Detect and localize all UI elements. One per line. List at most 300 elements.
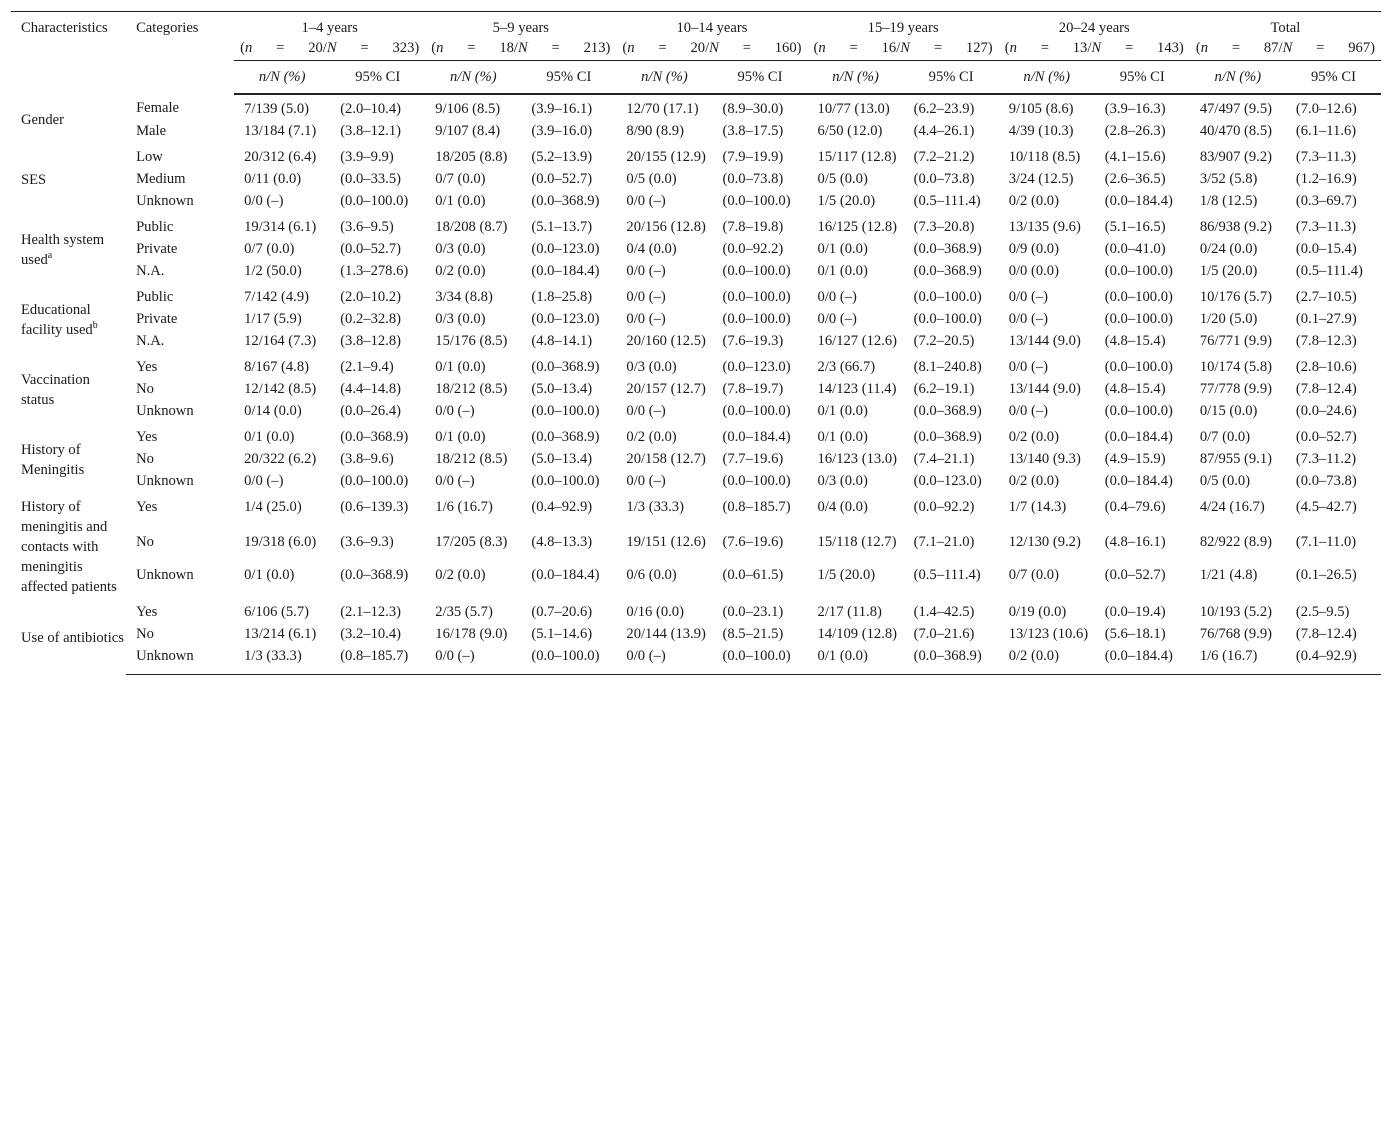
- cell-count-percent: 1/21 (4.8): [1199, 566, 1258, 583]
- cell-count-percent: 0/0 (–): [244, 473, 284, 489]
- cell-count-percent: 0/2 (0.0): [999, 645, 1095, 675]
- cell-count-percent: 0/5 (0.0): [817, 171, 868, 187]
- cell-count-percent: 0/1 (0.0): [244, 566, 295, 583]
- cell-confidence-interval: (3.8–12.8): [340, 333, 401, 349]
- col-header-nN: [1190, 61, 1286, 95]
- cell-confidence-interval: (0.0–368.9): [913, 429, 982, 445]
- col-nN-label: n/N (%): [258, 69, 306, 85]
- cell-count-percent: 0/0 (–): [616, 645, 712, 675]
- group-n: 16: [881, 40, 897, 56]
- cell-confidence-interval: (7.3–11.3): [1295, 219, 1357, 235]
- cell-confidence-interval: (0.8–185.7): [722, 499, 791, 515]
- cell-count-percent: 0/1 (0.0): [435, 359, 486, 375]
- cell-count-percent: 10/174 (5.8): [1199, 359, 1272, 375]
- categories-header: Categories: [126, 12, 234, 95]
- cell-count-percent: 0/2 (0.0): [626, 429, 677, 445]
- cell-confidence-interval: (1.8–25.8): [531, 289, 593, 305]
- cell-confidence-interval: (7.2–20.5): [913, 333, 975, 349]
- cell-count-percent: 18/212 (8.5): [435, 381, 508, 397]
- category-label: Male: [136, 123, 167, 139]
- cell-confidence-interval: (0.1–26.5): [1295, 566, 1357, 583]
- cell-confidence-interval: (7.0–12.6): [1295, 101, 1357, 117]
- cell-count-percent: 3/34 (8.8): [435, 289, 493, 305]
- characteristic-name: Vaccination status: [21, 371, 90, 408]
- cell-count-percent: 1/7 (14.3): [1008, 499, 1067, 515]
- cell-count-percent: 2/3 (66.7): [817, 359, 876, 375]
- category-label: Yes: [136, 429, 158, 445]
- cell-confidence-interval: (0.0–100.0): [1104, 263, 1173, 279]
- cell-confidence-interval: (3.8–9.6): [340, 451, 394, 467]
- cell-count-percent: 1/6 (16.7): [435, 499, 493, 515]
- table-row: [11, 94, 1381, 120]
- category-label: Private: [136, 311, 178, 327]
- category-label: No: [136, 626, 154, 642]
- cell-count-percent: 0/15 (0.0): [1199, 403, 1258, 419]
- cell-count-percent: 1/3 (33.3): [234, 645, 330, 675]
- age-group-header: [616, 12, 807, 61]
- cell-confidence-interval: (0.0–184.4): [722, 429, 791, 445]
- cell-confidence-interval: (0.0–100.0): [1104, 311, 1173, 327]
- col-header-ci: 95% CI: [712, 61, 807, 95]
- category-label: Unknown: [136, 193, 194, 209]
- cell-count-percent: 76/771 (9.9): [1199, 333, 1272, 349]
- cell-confidence-interval: (0.0–100.0): [722, 289, 791, 305]
- age-group-title: 5–9 years: [492, 20, 549, 36]
- cell-confidence-interval: (0.0–123.0): [913, 473, 982, 489]
- cell-count-percent: 6/106 (5.7): [244, 604, 309, 620]
- cell-confidence-interval: (0.0–368.9): [913, 403, 982, 419]
- cell-confidence-interval: (6.2–19.1): [913, 381, 975, 397]
- cell-count-percent: 19/318 (6.0): [244, 533, 317, 550]
- cell-confidence-interval: (0.0–52.7): [531, 171, 593, 187]
- cell-confidence-interval: (7.3–11.3): [1295, 149, 1357, 165]
- characteristic-label: [11, 423, 126, 493]
- cell-count-percent: 7/139 (5.0): [244, 101, 309, 117]
- cell-confidence-interval: (0.0–100.0): [913, 311, 982, 327]
- cell-count-percent: 86/938 (9.2): [1199, 219, 1272, 235]
- col-header-ci: 95% CI: [521, 61, 616, 95]
- cell-confidence-interval: (5.0–13.4): [531, 381, 593, 397]
- cell-count-percent: 12/142 (8.5): [244, 381, 317, 397]
- cell-count-percent: 0/0 (–): [817, 289, 857, 305]
- cell-confidence-interval: (7.2–21.2): [913, 149, 975, 165]
- age-group-header: [999, 12, 1190, 61]
- cell-confidence-interval: (7.3–20.8): [913, 219, 975, 235]
- cell-count-percent: 19/314 (6.1): [244, 219, 317, 235]
- cell-confidence-interval: (0.0–100.0): [722, 473, 791, 489]
- table-row: [11, 168, 1381, 190]
- cell-confidence-interval: (0.4–92.9): [1286, 645, 1381, 675]
- cell-confidence-interval: (0.4–79.6): [1104, 499, 1166, 515]
- cell-count-percent: 0/6 (0.0): [626, 566, 677, 583]
- cell-count-percent: 10/77 (13.0): [817, 101, 890, 117]
- cell-confidence-interval: (0.0–52.7): [1104, 566, 1166, 583]
- col-header-nN: [999, 61, 1095, 95]
- characteristic-label: [11, 143, 126, 213]
- cell-confidence-interval: (0.3–69.7): [1295, 193, 1357, 209]
- cell-confidence-interval: (0.0–15.4): [1295, 241, 1357, 257]
- cell-count-percent: 1/2 (50.0): [244, 263, 302, 279]
- cell-count-percent: 0/4 (0.0): [626, 241, 677, 257]
- cell-count-percent: 0/24 (0.0): [1199, 241, 1258, 257]
- cell-count-percent: 1/5 (20.0): [817, 566, 876, 583]
- cell-confidence-interval: (0.0–100.0): [722, 403, 791, 419]
- cell-confidence-interval: (7.8–19.8): [722, 219, 784, 235]
- footnote-marker: b: [92, 319, 98, 331]
- cell-count-percent: 0/14 (0.0): [244, 403, 302, 419]
- cell-confidence-interval: (3.2–10.4): [340, 626, 401, 642]
- cell-count-percent: 40/470 (8.5): [1199, 123, 1272, 139]
- group-N: 213: [583, 40, 606, 56]
- group-N: 967: [1348, 40, 1371, 56]
- cell-count-percent: 19/151 (12.6): [626, 533, 706, 550]
- cell-count-percent: 13/135 (9.6): [1008, 219, 1081, 235]
- group-n: 13: [1072, 40, 1088, 56]
- cell-count-percent: 18/212 (8.5): [435, 451, 508, 467]
- cell-confidence-interval: (5.6–18.1): [1104, 626, 1166, 642]
- col-nN-label: n/N (%): [641, 69, 688, 85]
- cell-count-percent: 6/50 (12.0): [817, 123, 883, 139]
- category-label: Unknown: [136, 566, 194, 583]
- category-label: Female: [136, 100, 180, 116]
- cell-confidence-interval: (0.0–100.0): [722, 193, 791, 209]
- cell-confidence-interval: (0.0–184.4): [531, 566, 600, 583]
- cell-count-percent: 0/7 (0.0): [1199, 429, 1251, 445]
- cell-count-percent: 87/955 (9.1): [1199, 451, 1272, 467]
- age-group-title: 15–19 years: [867, 20, 939, 36]
- cell-confidence-interval: (0.0–73.8): [1295, 473, 1357, 489]
- cell-count-percent: 1/5 (20.0): [817, 193, 876, 209]
- cell-confidence-interval: (0.0–368.9): [340, 429, 409, 445]
- category-label: N.A.: [136, 263, 165, 279]
- category-label: No: [136, 381, 154, 397]
- cell-count-percent: 9/106 (8.5): [435, 101, 501, 117]
- cell-confidence-interval: (0.0–184.4): [1104, 473, 1173, 489]
- category-label: Public: [136, 289, 174, 305]
- category-label: No: [136, 533, 154, 550]
- cell-confidence-interval: (5.2–13.9): [531, 149, 593, 165]
- cell-confidence-interval: (3.9–9.9): [340, 149, 394, 165]
- cell-count-percent: 0/0 (–): [626, 289, 666, 305]
- cell-count-percent: 0/0 (–): [425, 645, 521, 675]
- cell-confidence-interval: (1.3–278.6): [340, 263, 409, 279]
- cell-count-percent: 0/0 (–): [1008, 311, 1049, 327]
- cell-confidence-interval: (2.1–12.3): [340, 604, 401, 620]
- cell-confidence-interval: (0.6–139.3): [340, 499, 409, 515]
- cell-confidence-interval: (5.1–16.5): [1104, 219, 1166, 235]
- characteristic-label: [11, 283, 126, 353]
- cell-count-percent: 13/184 (7.1): [244, 123, 317, 139]
- category-label: No: [136, 451, 154, 467]
- cell-count-percent: 0/1 (0.0): [817, 241, 868, 257]
- cell-confidence-interval: (0.0–100.0): [521, 645, 616, 675]
- cell-count-percent: 12/70 (17.1): [626, 101, 699, 117]
- footnote-marker: a: [47, 249, 53, 261]
- age-group-header: [1190, 12, 1381, 61]
- cell-confidence-interval: (5.0–13.4): [531, 451, 593, 467]
- cell-count-percent: 0/19 (0.0): [1008, 604, 1067, 620]
- cell-confidence-interval: (0.0–368.9): [904, 645, 999, 675]
- cell-count-percent: 13/214 (6.1): [244, 626, 317, 642]
- cell-confidence-interval: (3.6–9.3): [340, 533, 394, 550]
- cell-count-percent: 7/142 (4.9): [244, 289, 309, 305]
- characteristic-label: [11, 598, 126, 675]
- col-header-nN: [808, 61, 904, 95]
- cell-confidence-interval: (7.8–19.7): [722, 381, 784, 397]
- cell-confidence-interval: (0.0–100.0): [531, 473, 600, 489]
- cell-confidence-interval: (0.0–19.4): [1104, 604, 1166, 620]
- cell-count-percent: 0/7 (0.0): [1008, 566, 1059, 583]
- cell-confidence-interval: (0.0–368.9): [913, 241, 982, 257]
- cell-confidence-interval: (0.2–32.8): [340, 311, 401, 327]
- table-row: [11, 143, 1381, 168]
- cell-confidence-interval: (1.4–42.5): [913, 604, 975, 620]
- cell-confidence-interval: (0.0–368.9): [531, 429, 600, 445]
- table-row: [11, 353, 1381, 378]
- age-group-sample-size: (n = 16/N = 127): [813, 40, 993, 56]
- cell-confidence-interval: (3.9–16.1): [531, 101, 593, 117]
- cell-count-percent: 0/11 (0.0): [244, 171, 302, 187]
- characteristic-name: Educational facility used: [21, 301, 93, 338]
- cell-count-percent: 0/2 (0.0): [1008, 193, 1059, 209]
- cell-confidence-interval: (0.0–100.0): [340, 193, 409, 209]
- cell-confidence-interval: (0.0–52.7): [340, 241, 401, 257]
- cell-count-percent: 1/3 (33.3): [626, 499, 684, 515]
- cell-confidence-interval: (0.0–368.9): [340, 566, 409, 583]
- col-nN-label: n/N (%): [449, 69, 497, 85]
- cell-count-percent: 10/193 (5.2): [1199, 604, 1272, 620]
- age-group-header: [234, 12, 425, 61]
- characteristic-name: History of Meningitis: [21, 441, 85, 478]
- cell-count-percent: 83/907 (9.2): [1199, 149, 1272, 165]
- cell-count-percent: 20/155 (12.9): [626, 149, 706, 165]
- cell-confidence-interval: (0.0–368.9): [531, 359, 600, 375]
- cell-count-percent: 0/0 (–): [626, 311, 666, 327]
- table-row: [11, 470, 1381, 493]
- table-header: [11, 12, 1381, 95]
- cell-count-percent: 1/5 (20.0): [1199, 263, 1258, 279]
- cell-confidence-interval: (3.9–16.3): [1104, 101, 1166, 117]
- group-n: 20: [308, 40, 323, 56]
- cell-count-percent: 2/35 (5.7): [435, 604, 493, 620]
- cell-confidence-interval: (2.0–10.2): [340, 289, 401, 305]
- cell-count-percent: 0/2 (0.0): [435, 263, 486, 279]
- cell-confidence-interval: (0.0–123.0): [531, 311, 600, 327]
- cell-confidence-interval: (4.8–14.1): [531, 333, 593, 349]
- table-row: [11, 400, 1381, 423]
- cell-confidence-interval: (7.9–19.9): [722, 149, 784, 165]
- cell-count-percent: 0/0 (–): [435, 403, 475, 419]
- cell-confidence-interval: (0.5–111.4): [913, 566, 981, 583]
- cell-count-percent: 47/497 (9.5): [1199, 101, 1272, 117]
- group-n: 87: [1263, 40, 1279, 56]
- cell-count-percent: 0/1 (0.0): [817, 403, 868, 419]
- category-label: N.A.: [136, 333, 165, 349]
- cell-confidence-interval: (4.5–42.7): [1295, 499, 1357, 515]
- cell-count-percent: 14/123 (11.4): [817, 381, 897, 397]
- cell-count-percent: 20/158 (12.7): [626, 451, 706, 467]
- cell-confidence-interval: (4.8–15.4): [1104, 381, 1166, 397]
- cell-confidence-interval: (0.0–24.6): [1295, 403, 1357, 419]
- cell-confidence-interval: (3.9–16.0): [531, 123, 593, 139]
- cell-confidence-interval: (0.0–92.2): [722, 241, 784, 257]
- age-group-title: 10–14 years: [676, 20, 748, 36]
- cell-confidence-interval: (6.1–11.6): [1295, 123, 1357, 139]
- group-n: 18: [499, 40, 514, 56]
- cell-confidence-interval: (7.6–19.6): [722, 533, 784, 550]
- col-header-nN: [425, 61, 521, 95]
- age-group-sample-size: (n = 13/N = 143): [1004, 40, 1184, 56]
- table-row: [11, 598, 1381, 623]
- cell-count-percent: 0/0 (–): [1008, 359, 1049, 375]
- cell-confidence-interval: (0.0–100.0): [1104, 403, 1173, 419]
- cell-count-percent: 4/39 (10.3): [1008, 123, 1074, 139]
- cell-count-percent: 0/1 (0.0): [244, 429, 295, 445]
- cell-count-percent: 0/0 (–): [626, 403, 666, 419]
- cell-count-percent: 16/125 (12.8): [817, 219, 897, 235]
- cell-count-percent: 0/4 (0.0): [817, 499, 868, 515]
- category-label: Medium: [136, 171, 186, 187]
- cell-confidence-interval: (0.0–100.0): [531, 403, 600, 419]
- cell-count-percent: 9/107 (8.4): [435, 123, 501, 139]
- cell-count-percent: 13/144 (9.0): [1008, 381, 1081, 397]
- cell-confidence-interval: (0.0–184.4): [531, 263, 600, 279]
- table-row: [11, 493, 1381, 531]
- cell-confidence-interval: (0.0–123.0): [531, 241, 600, 257]
- cell-confidence-interval: (0.0–100.0): [722, 311, 791, 327]
- cell-count-percent: 0/0 (–): [817, 311, 857, 327]
- col-nN-label: n/N (%): [1023, 69, 1071, 85]
- cell-count-percent: 20/157 (12.7): [626, 381, 706, 397]
- cell-confidence-interval: (0.0–100.0): [1104, 359, 1173, 375]
- cell-count-percent: 0/0 (–): [1008, 289, 1049, 305]
- cell-confidence-interval: (8.1–240.8): [913, 359, 982, 375]
- cell-count-percent: 16/127 (12.6): [817, 333, 897, 349]
- cell-count-percent: 13/140 (9.3): [1008, 451, 1081, 467]
- col-header-ci: 95% CI: [1095, 61, 1190, 95]
- cell-confidence-interval: (0.0–26.4): [340, 403, 401, 419]
- cell-confidence-interval: (0.0–52.7): [1295, 429, 1357, 445]
- cell-count-percent: 13/144 (9.0): [1008, 333, 1081, 349]
- characteristic-name: Use of antibiotics: [21, 629, 124, 646]
- cell-confidence-interval: (2.8–10.6): [1295, 359, 1357, 375]
- age-group-title: 20–24 years: [1058, 20, 1130, 36]
- table-row: [11, 120, 1381, 143]
- cell-count-percent: 17/205 (8.3): [435, 533, 508, 550]
- cell-confidence-interval: (3.6–9.5): [340, 219, 394, 235]
- table-row: [11, 308, 1381, 330]
- cell-count-percent: 0/3 (0.0): [817, 473, 868, 489]
- age-group-title: 1–4 years: [301, 20, 358, 36]
- category-label: Unknown: [136, 403, 194, 419]
- age-group-sample-size: (n = 87/N = 967): [1195, 40, 1375, 56]
- characteristic-name: Health system used: [21, 231, 105, 268]
- cell-count-percent: 0/2 (0.0): [1008, 429, 1059, 445]
- cell-confidence-interval: (4.8–15.4): [1104, 333, 1166, 349]
- cell-confidence-interval: (2.1–9.4): [340, 359, 394, 375]
- cell-count-percent: 18/205 (8.8): [435, 149, 508, 165]
- cell-confidence-interval: (0.0–23.1): [722, 604, 784, 620]
- table-row: [11, 213, 1381, 238]
- cell-confidence-interval: (0.0–73.8): [913, 171, 975, 187]
- cell-confidence-interval: (0.0–61.5): [722, 566, 784, 583]
- cell-count-percent: 0/3 (0.0): [435, 311, 486, 327]
- cell-count-percent: 15/118 (12.7): [817, 533, 897, 550]
- table-row: [11, 531, 1381, 564]
- cell-count-percent: 0/3 (0.0): [435, 241, 486, 257]
- col-header-ci: 95% CI: [1286, 61, 1381, 95]
- cell-count-percent: 20/312 (6.4): [244, 149, 317, 165]
- group-N: 127: [965, 40, 988, 56]
- characteristic-label: [11, 213, 126, 283]
- group-N: 143: [1157, 40, 1179, 56]
- cell-confidence-interval: (3.8–12.1): [340, 123, 401, 139]
- age-group-title: Total: [1270, 20, 1301, 36]
- cell-count-percent: 13/123 (10.6): [1008, 626, 1089, 642]
- cell-confidence-interval: (0.0–100.0): [913, 289, 982, 305]
- cell-confidence-interval: (0.0–41.0): [1104, 241, 1166, 257]
- cell-confidence-interval: (0.8–185.7): [330, 645, 425, 675]
- category-label: Yes: [136, 604, 158, 620]
- col-header-ci: 95% CI: [904, 61, 999, 95]
- cell-count-percent: 10/176 (5.7): [1199, 289, 1272, 305]
- table-row: [11, 423, 1381, 448]
- cell-count-percent: 16/178 (9.0): [435, 626, 508, 642]
- table-body: [11, 94, 1381, 675]
- cell-count-percent: 3/52 (5.8): [1199, 171, 1258, 187]
- cell-confidence-interval: (0.0–368.9): [531, 193, 600, 209]
- cell-count-percent: 10/118 (8.5): [1008, 149, 1081, 165]
- cell-count-percent: 20/322 (6.2): [244, 451, 317, 467]
- table-row: [11, 564, 1381, 599]
- col-nN-label: n/N (%): [832, 69, 879, 85]
- cell-count-percent: 8/167 (4.8): [244, 359, 309, 375]
- age-group-header: [808, 12, 999, 61]
- cell-confidence-interval: (7.0–21.6): [913, 626, 975, 642]
- cell-confidence-interval: (3.8–17.5): [722, 123, 784, 139]
- cell-count-percent: 20/144 (13.9): [626, 626, 706, 642]
- cell-count-percent: 1/8 (12.5): [1199, 193, 1258, 209]
- cell-count-percent: 1/4 (25.0): [244, 499, 302, 515]
- cell-count-percent: 0/1 (0.0): [817, 263, 868, 279]
- cell-confidence-interval: (0.0–184.4): [1104, 429, 1173, 445]
- col-header-nN: [234, 61, 330, 95]
- cell-count-percent: 77/778 (9.9): [1199, 381, 1272, 397]
- cell-confidence-interval: (7.6–19.3): [722, 333, 784, 349]
- cell-count-percent: 0/1 (0.0): [817, 429, 868, 445]
- col-header-ci: 95% CI: [330, 61, 425, 95]
- cell-count-percent: 0/1 (0.0): [435, 193, 486, 209]
- cell-confidence-interval: (4.9–15.9): [1104, 451, 1166, 467]
- cell-confidence-interval: (0.0–100.0): [712, 645, 807, 675]
- cell-count-percent: 0/0 (–): [435, 473, 475, 489]
- characteristic-name: History of meningitis and contacts with meningitis affected patients: [21, 499, 117, 595]
- group-n: 20: [690, 40, 706, 56]
- cell-count-percent: 1/6 (16.7): [1190, 645, 1286, 675]
- cell-count-percent: 2/17 (11.8): [817, 604, 882, 620]
- category-label: Private: [136, 241, 178, 257]
- cell-count-percent: 8/90 (8.9): [626, 123, 684, 139]
- characteristic-label: [11, 94, 126, 143]
- cell-count-percent: 9/105 (8.6): [1008, 101, 1074, 117]
- table-row: [11, 260, 1381, 283]
- category-label: Yes: [136, 499, 158, 515]
- cell-confidence-interval: (8.9–30.0): [722, 101, 784, 117]
- characteristics-header: Characteristics: [11, 12, 126, 95]
- cell-count-percent: 0/0 (–): [626, 473, 666, 489]
- cell-confidence-interval: (7.7–19.6): [722, 451, 784, 467]
- col-header-nN: [616, 61, 712, 95]
